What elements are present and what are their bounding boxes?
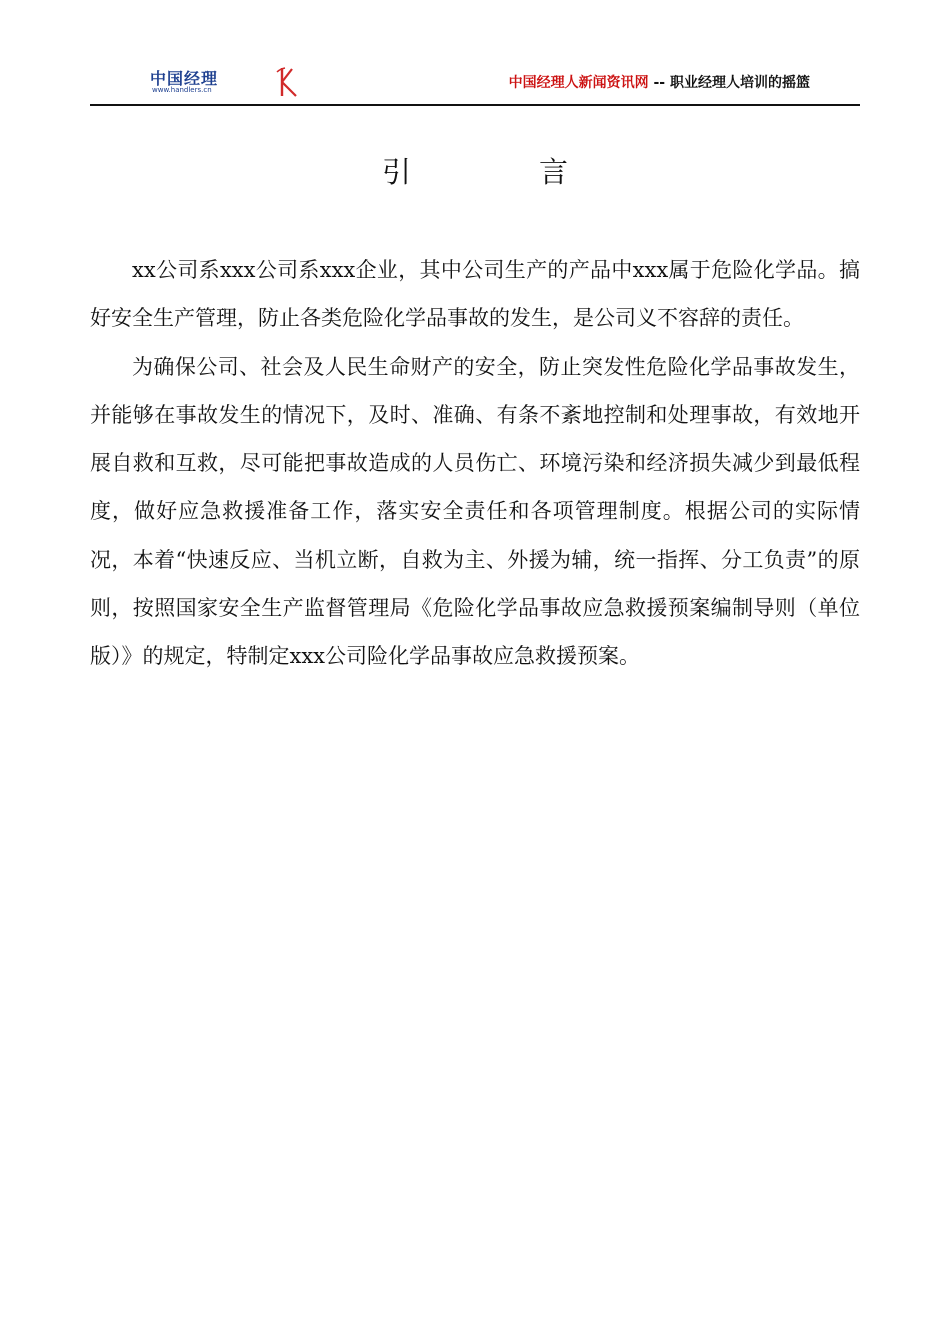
- site-slogan: 职业经理人培训的摇篮: [670, 75, 810, 91]
- page-header: [90, 60, 860, 106]
- header-tagline: [509, 72, 810, 92]
- paragraph: xx公司系xxx公司系xxx企业，其中公司生产的产品中xxx属于危险化学品。搞好安全生产管理，防止各类危险化学品事故的发生，是公司义不容辞的责任。: [90, 258, 860, 331]
- site-name: 中国经理人新闻资讯网: [508, 75, 649, 91]
- paragraph: 为确保公司、社会及人民生命财产的安全，防止突发性危险化学品事故发生，并能够在事故发生的情况下，及时、准确、有条不紊地控制和处理事故，有效地开展自救和互救，尽可能把事故造成的人员伤亡、环境污染和经济损失减少到最低程度，做好应急救援准备工作，落实安全责任和各项管理制度。根据公司的实际情况，本着“快速反应、当机立断，自救为主、外援为辅，统一指挥、分工负责”的原则，按照国家安全生产监督管理局《危险化学品事故应急救援预案编制导则（单位版）》的规定，特制定xxx公司险化学品事故应急救援预案。: [90, 354, 860, 669]
- page-title: 引言: [381, 155, 696, 189]
- logo-text: 中国经理: [150, 69, 219, 88]
- document-body: [90, 246, 860, 681]
- header-separator: --: [648, 75, 670, 91]
- logo-mark-icon: [276, 66, 298, 98]
- logo: [150, 66, 310, 100]
- logo-url: www.handlers.cn: [152, 86, 212, 94]
